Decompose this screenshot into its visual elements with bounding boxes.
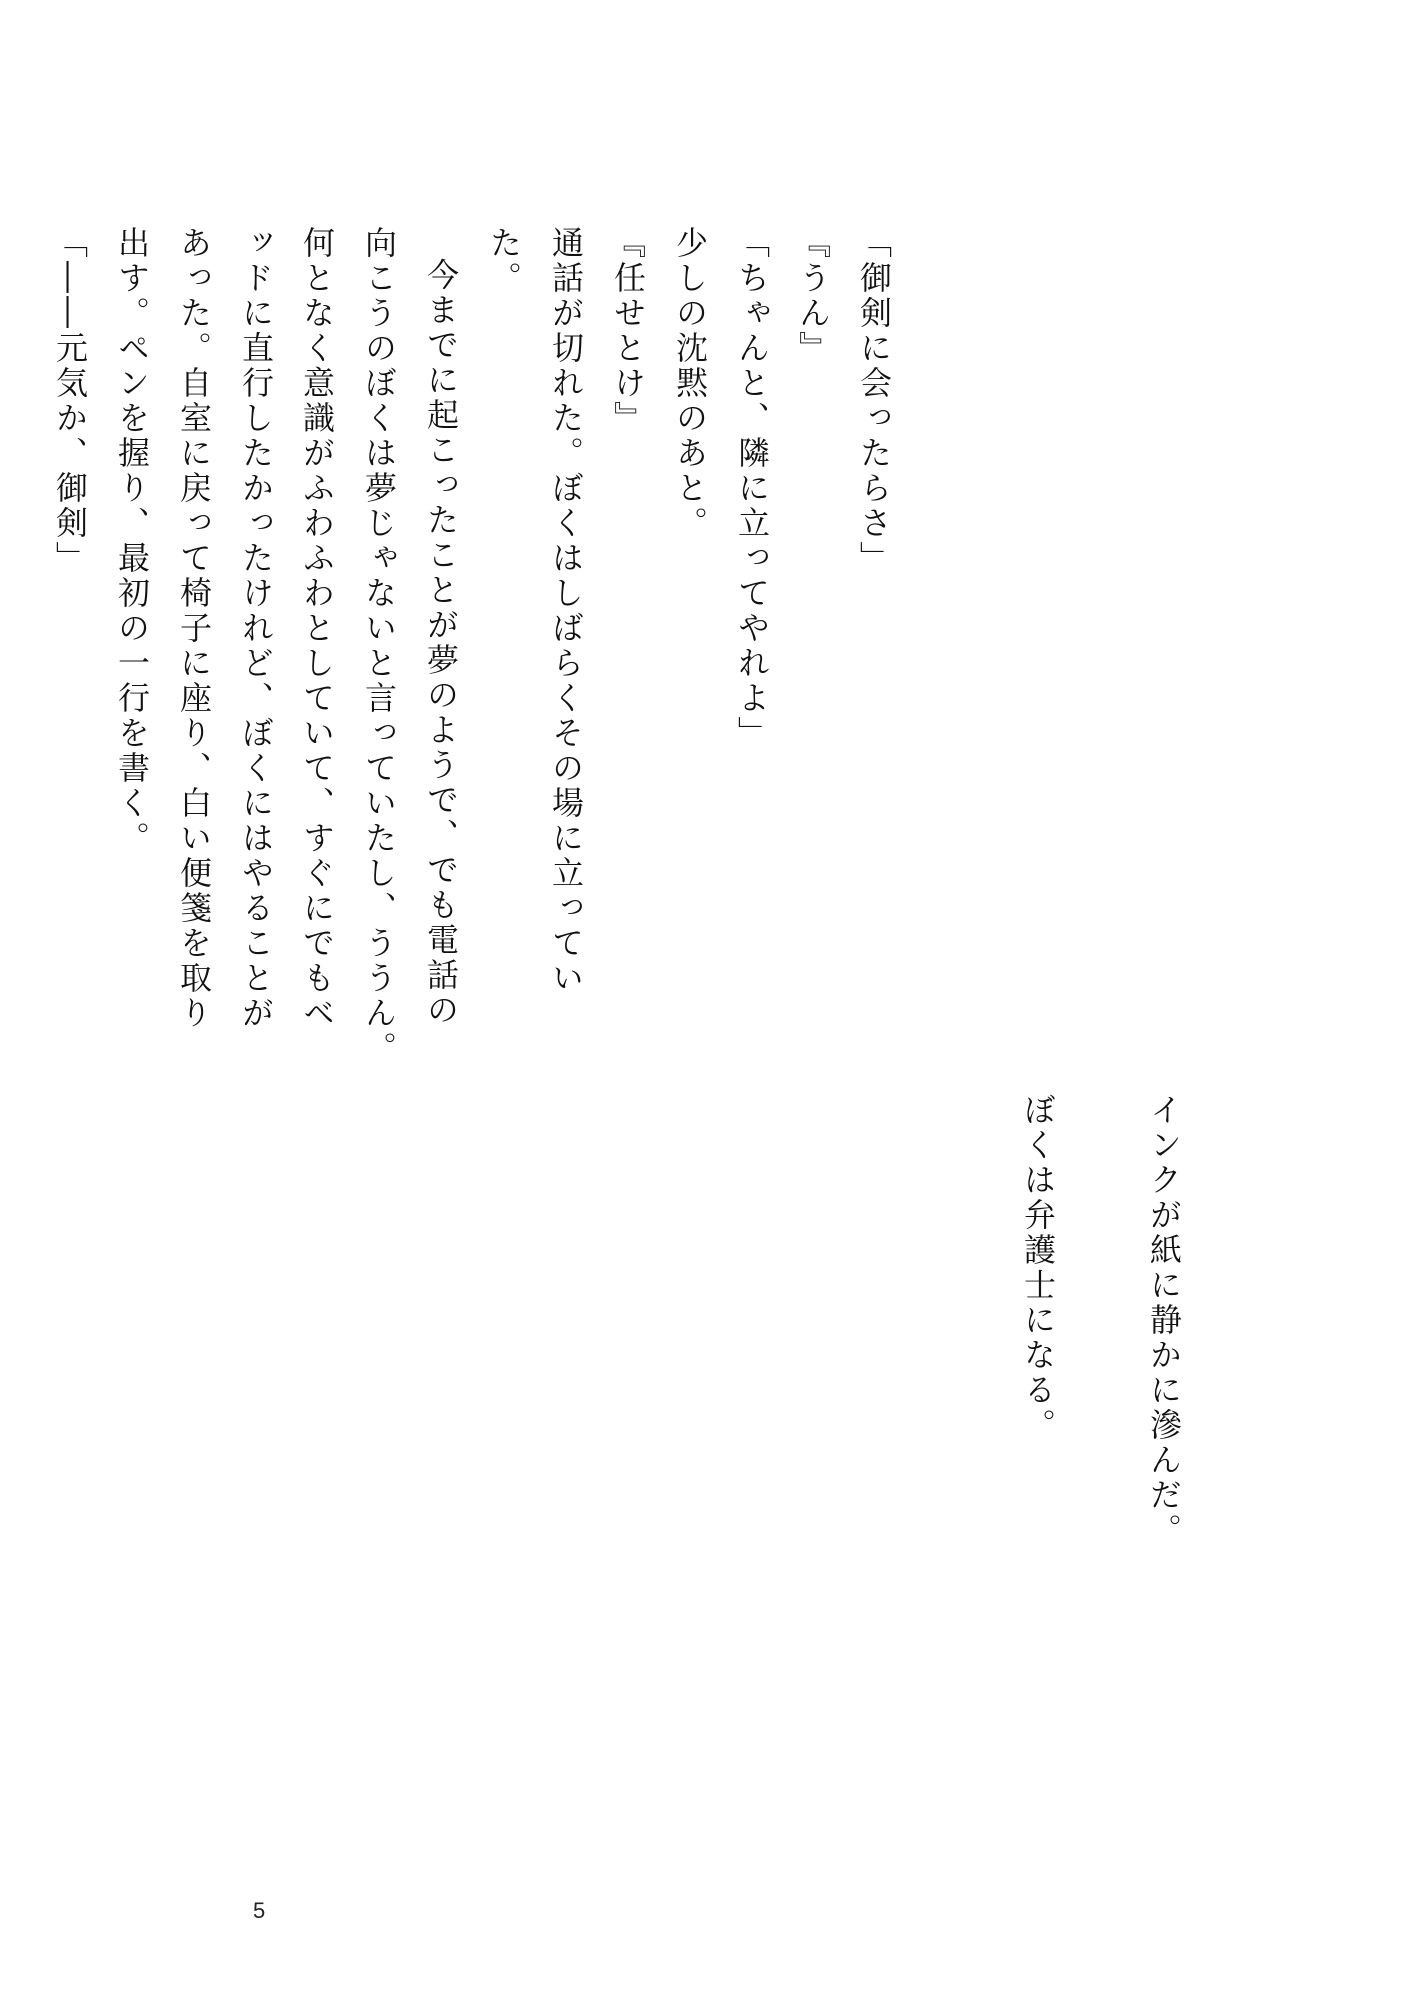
text-column: インクが紙に静かに滲んだ。 <box>1145 1093 1183 1548</box>
text-column: ぼくは弁護士になる。 <box>1019 1093 1057 1443</box>
text-column: 「ちゃんと、隣に立ってやれよ」 <box>733 226 771 751</box>
text-column: 「御剣に会ったらさ」 <box>855 226 893 576</box>
text-column: 「――元気か、御剣」 <box>51 226 89 576</box>
text-column: 『うん』 <box>794 226 832 366</box>
text-column: 出す。ペンを握り、最初の一行を書く。 <box>113 226 151 856</box>
text-column: 向こうのぼくは夢じゃないと言っていたし、ううん。 <box>360 226 398 1066</box>
text-column: た。 <box>485 226 523 296</box>
page-number: 5 <box>253 1898 266 1923</box>
text-column: 少しの沈黙のあと。 <box>671 226 709 541</box>
text-column: あった。自室に戻って椅子に座り、白い便箋を取り <box>175 226 213 1031</box>
text-column: 何となく意識がふわふわとしていて、すぐにでもベ <box>298 226 336 1031</box>
text-column: ッドに直行したかったけれど、ぼくにはやることが <box>237 226 275 1031</box>
text-column: 通話が切れた。ぼくはしばらくその場に立ってい <box>547 226 585 996</box>
text-column: 『任せとけ』 <box>609 226 647 436</box>
text-column: 今までに起こったことが夢のようで、でも電話の <box>422 258 460 1028</box>
